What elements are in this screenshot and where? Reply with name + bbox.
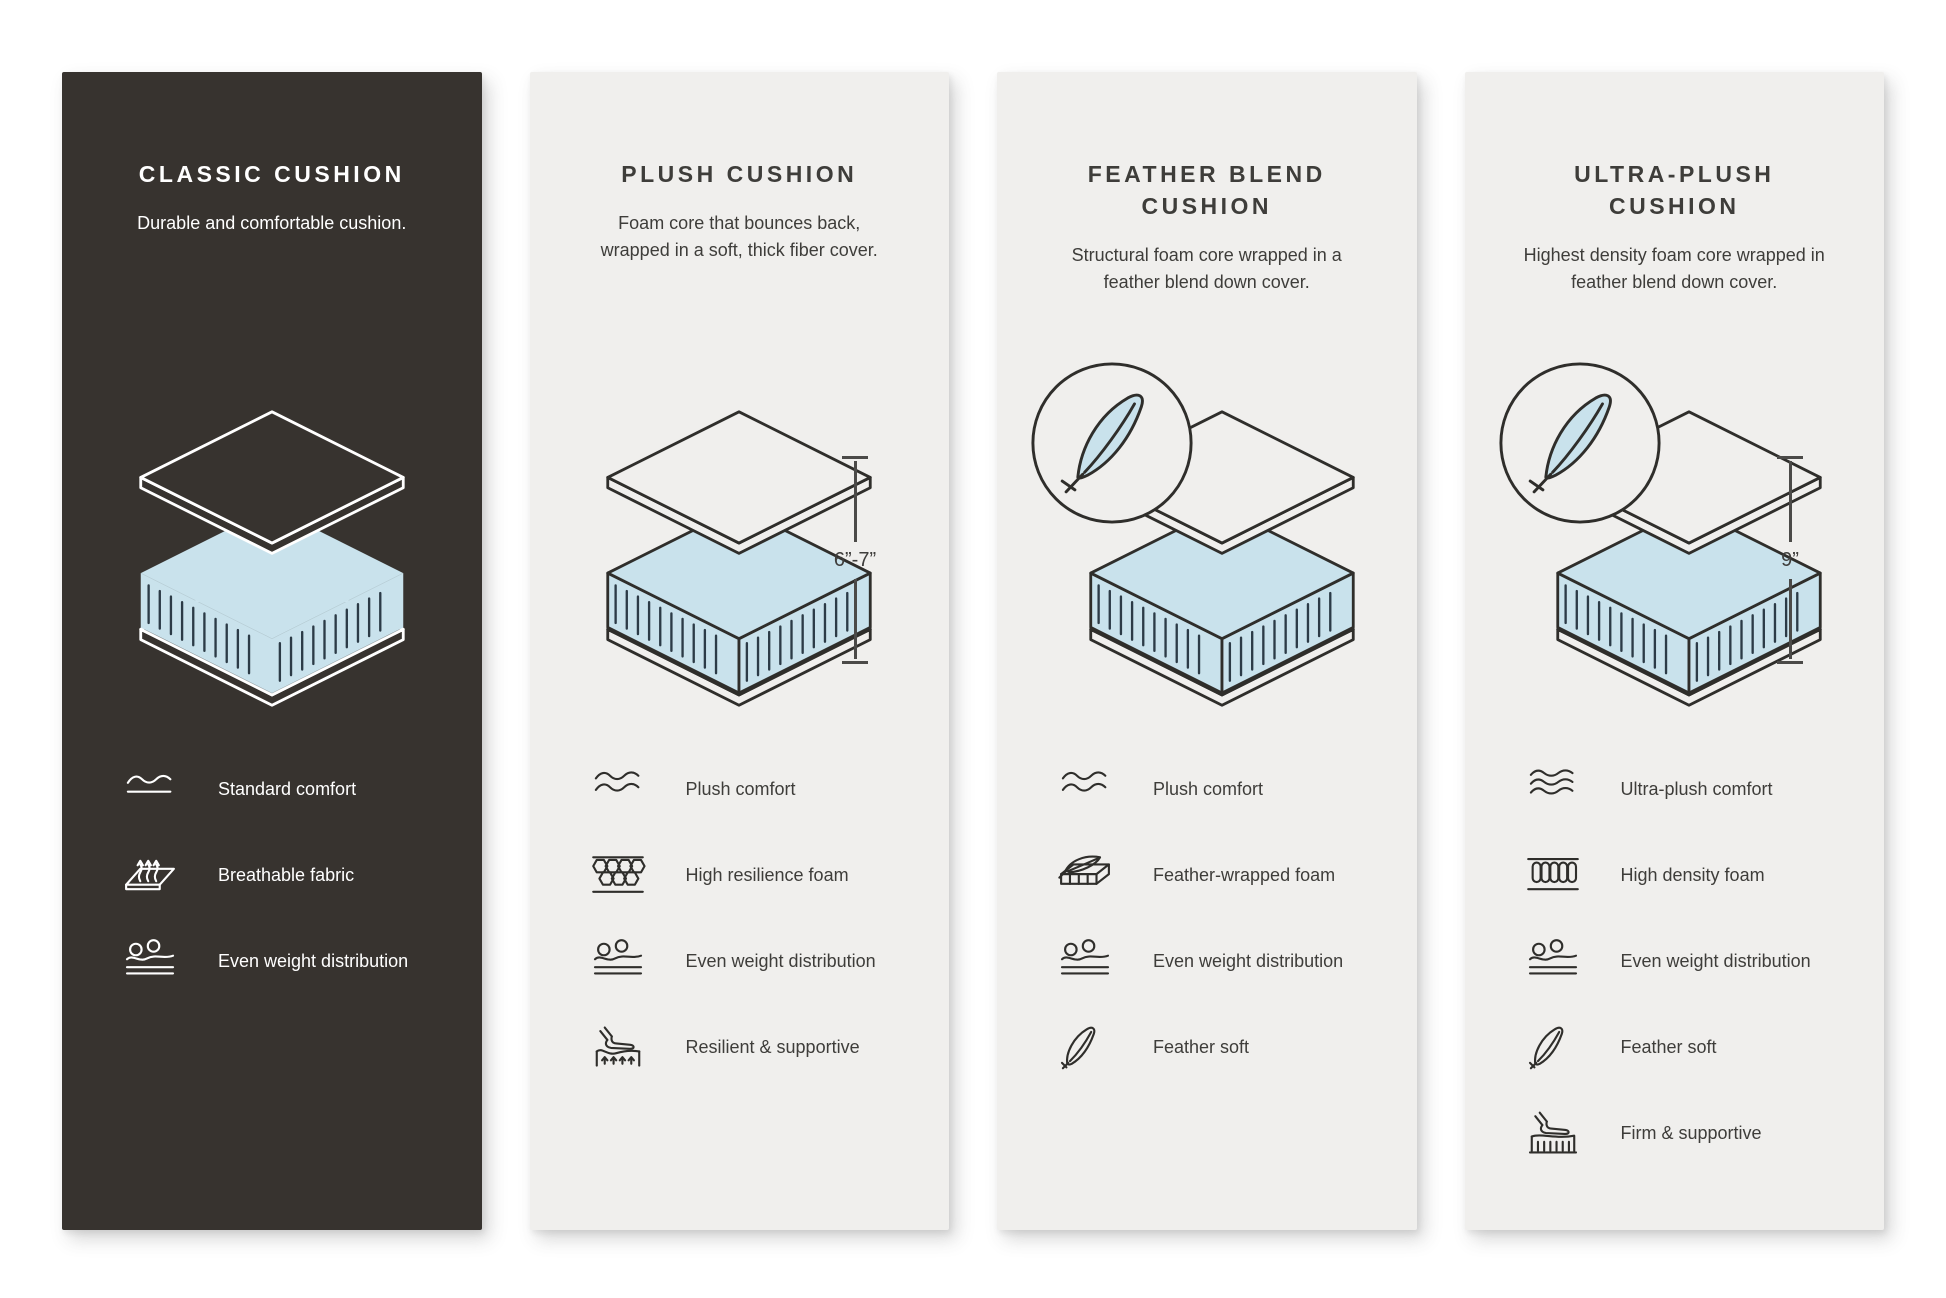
feature-label: High density foam: [1620, 865, 1765, 885]
panel-header: [1027, 158, 1387, 394]
feature-row: [1521, 832, 1855, 918]
panel-title: CLASSIC CUSHION: [138, 161, 405, 187]
high-density-foam-icon: [1521, 852, 1585, 898]
resilient-supportive-icon: [586, 1024, 650, 1070]
feature-label: Resilient & supportive: [685, 1037, 860, 1057]
feature-row: [586, 832, 920, 918]
feature-row: [1521, 746, 1855, 832]
feather-icon: [1521, 1024, 1585, 1070]
panel-classic-cushion: [62, 72, 482, 1230]
height-measurement: [815, 456, 895, 664]
feature-label: High resilience foam: [685, 865, 849, 885]
panel-feather-blend-cushion: [997, 72, 1417, 1230]
feature-label: Ultra-plush comfort: [1620, 779, 1773, 799]
even-weight-icon: [1053, 938, 1117, 984]
feature-row: [1521, 1090, 1855, 1176]
firm-supportive-icon: [1521, 1110, 1585, 1156]
measure-label: 6”-7”: [833, 548, 877, 571]
panel-header: [92, 158, 452, 394]
panel-description: Foam core that bounces back, wrapped in a soft, thick fiber cover.: [600, 213, 878, 260]
wave-icon: [118, 766, 182, 812]
feature-row: [118, 746, 452, 832]
feature-row: [118, 832, 452, 918]
measure-line: [854, 579, 857, 660]
feature-row: [586, 746, 920, 832]
feature-row: [1053, 746, 1387, 832]
feature-row: [586, 918, 920, 1004]
panel-description: Highest density foam core wrapped in feather blend down cover.: [1523, 245, 1825, 292]
feature-row: [1053, 1004, 1387, 1090]
feature-label: Even weight distribution: [1620, 951, 1811, 971]
even-weight-icon: [586, 938, 650, 984]
feature-row: [1053, 832, 1387, 918]
panel-ultra-plush-cushion: [1465, 72, 1885, 1230]
layered-cushion-icon: [122, 406, 422, 712]
feature-label: Breathable fabric: [218, 865, 355, 885]
feature-label: Plush comfort: [1153, 779, 1264, 799]
cushion-illustration: [560, 394, 920, 724]
honeycomb-foam-icon: [586, 852, 650, 898]
height-measurement: [1750, 456, 1830, 664]
feather-badge-icon: [1497, 360, 1663, 526]
feature-label: Standard comfort: [218, 779, 357, 799]
feature-row: [1521, 918, 1855, 1004]
feature-list: [560, 746, 920, 1090]
panel-description: Durable and comfortable cushion.: [137, 213, 407, 233]
triple-wave-icon: [1521, 766, 1585, 812]
measure-line: [854, 461, 857, 542]
double-wave-icon: [1053, 766, 1117, 812]
feature-label: Even weight distribution: [685, 951, 876, 971]
feature-row: [1521, 1004, 1855, 1090]
feature-label: Feather soft: [1620, 1037, 1717, 1057]
feature-label: Firm & supportive: [1620, 1123, 1762, 1143]
feature-label: Plush comfort: [685, 779, 796, 799]
even-weight-icon: [1521, 938, 1585, 984]
measure-line: [1789, 579, 1792, 660]
panel-plush-cushion: [530, 72, 950, 1230]
feature-label: Feather-wrapped foam: [1153, 865, 1336, 885]
measure-line: [1789, 461, 1792, 542]
feather-badge-icon: [1029, 360, 1195, 526]
feature-list: [1495, 746, 1855, 1176]
feature-list: [1027, 746, 1387, 1090]
cushion-illustration: [92, 394, 452, 724]
feature-row: [1053, 918, 1387, 1004]
panel-header: [560, 158, 920, 394]
cushion-illustration: [1495, 394, 1855, 724]
panel-description: Structural foam core wrapped in a feather blend down cover.: [1071, 245, 1342, 292]
measure-cap-top: [1777, 456, 1803, 459]
panel-title: ULTRA-PLUSH CUSHION: [1574, 161, 1775, 219]
feather-wrapped-foam-icon: [1053, 852, 1117, 898]
measure-cap-top: [842, 456, 868, 459]
measure-label: 9”: [1781, 548, 1799, 571]
even-weight-icon: [118, 938, 182, 984]
feature-list: [92, 746, 452, 1004]
double-wave-icon: [586, 766, 650, 812]
feature-label: Even weight distribution: [218, 951, 409, 971]
feature-label: Feather soft: [1153, 1037, 1250, 1057]
feather-icon: [1053, 1024, 1117, 1070]
measure-cap-bottom: [1777, 661, 1803, 664]
breathable-fabric-icon: [118, 852, 182, 898]
cushion-illustration: [1027, 394, 1387, 724]
panel-title: PLUSH CUSHION: [621, 161, 858, 187]
feature-row: [118, 918, 452, 1004]
panel-header: [1495, 158, 1855, 394]
measure-cap-bottom: [842, 661, 868, 664]
panel-title: FEATHER BLEND CUSHION: [1087, 161, 1326, 219]
feature-row: [586, 1004, 920, 1090]
feature-label: Even weight distribution: [1153, 951, 1344, 971]
